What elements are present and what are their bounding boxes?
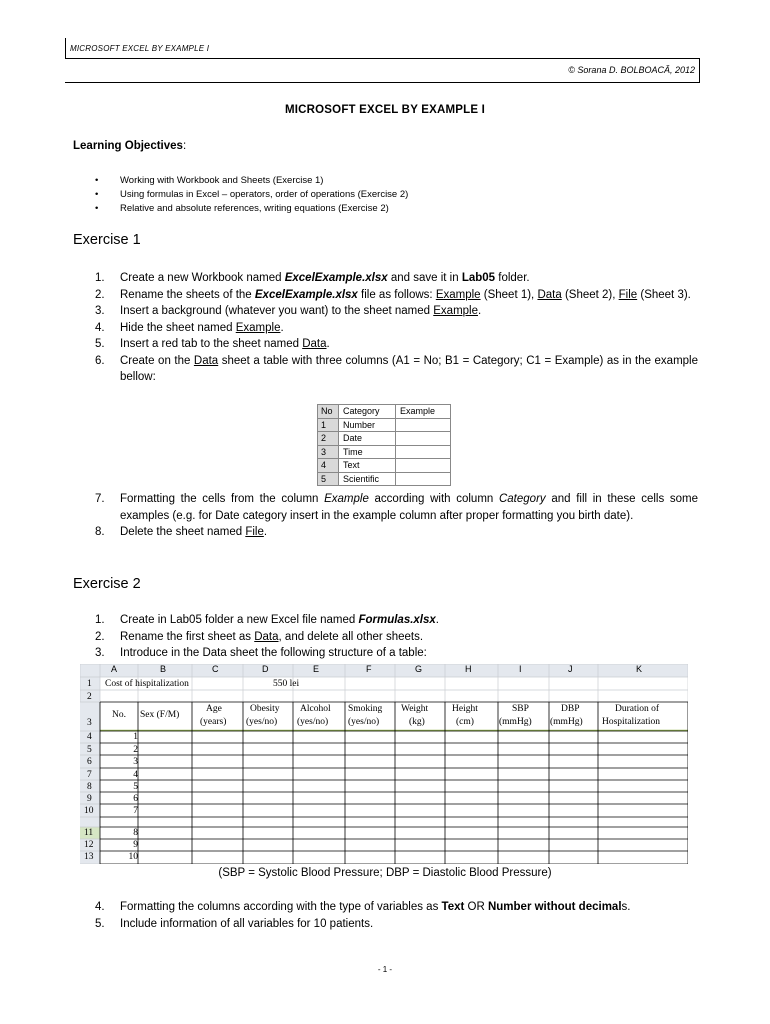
exercise-1-step-2 [95,287,698,304]
step-text: Create in Lab05 folder a new Excel file named [120,614,359,626]
step-number: 7. [95,493,105,505]
exercise-2-title: Exercise 2 [73,576,141,592]
patient-number-cell: 1 [133,732,138,742]
variable-type: Number without decimal [487,901,622,913]
learning-objectives-list [95,174,408,216]
table-cell: 4 [318,459,339,473]
table-cell: 1 [318,418,339,432]
patient-number-cell: 4 [133,770,138,780]
header-author: © Sorana D. BOLBOACĂ, 2012 [568,65,695,75]
table-header-cell: No [318,405,339,419]
column-letter: E [313,664,320,674]
header-cell-obesity-unit: (yes/no) [246,717,278,727]
category-table [317,404,451,486]
sheet-name: File [245,526,264,538]
table-cell: Date [339,432,396,446]
column-letter: H [465,664,472,674]
step-text: and save it in [387,272,462,284]
step-number: 1. [95,272,105,284]
table-header-row [318,405,451,419]
header-cell-dbp-unit: (mmHg) [550,717,583,727]
learning-objectives-colon: : [182,140,187,152]
step-text: and fill in these cells some examples (e.g. for Date category insert in the example column after proper formatting you birth date). [120,493,699,522]
column-letter: C [212,664,219,674]
patient-number-cell: 3 [133,757,138,767]
step-text: sheet a table with three columns (A1 = No; B1 = Category; C1 = Example) as in the example bellow: [120,354,698,383]
step-text: s. [621,901,631,913]
column-letter: F [366,664,372,674]
step-text: . [326,338,330,350]
header-cell-weight: Weight [401,704,429,714]
objective-item: • Relative and absolute references, writing equations (Exercise 2) [95,202,408,216]
table-row [318,432,451,446]
step-number: 4. [95,321,105,334]
table-row [318,418,451,432]
exercise-2-step-4 [95,899,698,916]
row-number: 7 [87,770,92,780]
spreadsheet-caption: (SBP = Systolic Blood Pressure; DBP = Diastolic Blood Pressure) [218,867,552,879]
patient-number-cell: 2 [133,745,138,755]
exercise-1-step-4 [95,320,698,337]
step-number: 3. [95,647,105,659]
table-cell: 3 [318,445,339,459]
step-number: 1. [95,614,105,626]
sheet-name: File [618,288,638,301]
header-cell-sbp: SBP [512,704,529,714]
header-cell-age-unit: (years) [200,717,227,727]
row-number: 12 [84,840,94,850]
header-running-title: MICROSOFT EXCEL BY EXAMPLE I [70,44,210,53]
sheet-name: Data [193,354,219,367]
table-cell [396,432,451,446]
step-number: 3. [95,305,105,317]
column-letter: K [636,664,643,674]
table-cell: Scientific [339,472,396,486]
exercise-1-steps-b [95,491,698,541]
patient-number-cell: 6 [133,794,138,804]
header-cell-alcohol-unit: (yes/no) [297,717,329,727]
document-title: MICROSOFT EXCEL BY EXAMPLE I [284,104,486,116]
page-number: - 1 - [377,965,393,974]
header-cell-dbp: DBP [561,704,580,714]
exercise-2-step-5 [95,916,698,933]
step-text: . [263,526,268,538]
header-running-title-box [65,38,700,59]
row-number: 1 [87,679,92,689]
step-text: Insert a red tab to the sheet named [120,338,303,350]
header-cell-sbp-unit: (mmHg) [499,717,532,727]
row-number: 6 [87,757,92,767]
page-header [65,38,699,82]
exercise-1-step-8 [95,524,698,541]
patient-number-cell: 10 [128,852,138,862]
column-letter: A [111,664,118,674]
table-row [318,459,451,473]
patient-number-cell: 7 [133,806,138,816]
patient-number-cell: 5 [133,782,138,792]
table-cell [396,472,451,486]
column-letter: D [262,664,269,674]
step-text: Hide the sheet named [120,321,236,334]
exercise-2-step-3 [95,645,698,662]
step-text: Delete the sheet named [120,526,246,538]
exercise-1-steps-a [95,270,698,386]
step-text: . [478,305,482,317]
table-row [318,445,451,459]
column-letter: I [519,664,522,674]
table-header-cell: Category [339,405,396,419]
header-cell-no: No. [112,710,126,720]
file-name: ExcelExample.xlsx [254,288,358,301]
row-number: 11 [84,828,94,838]
header-cell-height-unit: (cm) [456,717,474,727]
step-text: OR [464,901,488,913]
header-cell-sex: Sex (F/M) [140,710,180,720]
sheet-name: Example [433,305,478,317]
step-number: 6. [95,354,105,367]
table-cell [396,445,451,459]
row-number: 3 [87,718,92,728]
exercise-1-step-3 [95,303,698,320]
header-cell-height: Height [452,704,478,714]
step-number: 2. [95,630,105,643]
spreadsheet-screenshot [80,664,688,864]
patient-number-cell: 8 [133,828,138,838]
step-number: 2. [95,288,105,301]
step-text: according with column [368,493,499,505]
row-number: 5 [87,745,92,755]
step-text: Rename the first sheet as [120,630,255,643]
step-text: . [435,614,439,626]
table-cell: Time [339,445,396,459]
sheet-name: Example [235,321,281,334]
table-cell: Text [339,459,396,473]
header-cell-weight-unit: (kg) [409,717,425,727]
header-cell-smoking-unit: (yes/no) [348,717,380,727]
column-name: Category [498,493,546,505]
column-letter: G [415,664,423,674]
patient-number-cell: 9 [133,840,138,850]
step-text: Formatting the cells from the column [120,493,325,505]
file-name: Formulas.xlsx [358,614,436,626]
header-cell-alcohol: Alcohol [300,704,331,714]
exercise-1-step-5 [95,336,698,353]
column-letter: B [160,664,167,674]
variable-type: Text [441,901,465,913]
step-text: (Sheet 3). [637,288,691,301]
header-author-box [65,58,700,83]
column-name: Example [324,493,369,505]
sheet-name: Data [302,338,327,350]
row-number: 13 [84,852,94,862]
row-number: 9 [87,794,92,804]
table-header-cell: Example [396,405,451,419]
step-text: , and delete all other sheets. [278,630,424,643]
step-number: 5. [95,338,105,350]
step-text: (Sheet 1), [480,288,538,301]
row-number: 4 [87,732,92,742]
row-number: 2 [87,692,92,702]
sheet-name: Data [254,630,279,643]
step-number: 4. [95,901,105,913]
exercise-1-step-7 [95,491,698,524]
table-row [318,472,451,486]
header-cell-duration-unit: Hospitalization [602,717,661,727]
cost-label-cell: Cost of hispitalization [105,679,189,689]
header-cell-obesity: Obesity [250,704,280,714]
learning-objectives-label: Learning Objectives [73,140,183,152]
spreadsheet-grid [80,664,688,864]
row-number: 10 [84,806,94,816]
exercise-1-step-1 [95,270,698,287]
table-cell: 2 [318,432,339,446]
cost-value-cell: 550 lei [273,679,300,689]
learning-objectives-heading [73,140,186,152]
objective-item: • Using formulas in Excel – operators, order of operations (Exercise 2) [95,188,408,202]
folder-name: Lab05 [461,272,496,284]
objective-item: • Working with Workbook and Sheets (Exercise 1) [95,174,408,188]
header-cell-age: Age [206,704,222,714]
step-text: file as follows: [357,288,436,301]
step-text: Introduce in the Data sheet the following structure of a table: [120,647,427,659]
exercise-2-steps-a [95,612,698,662]
table-cell [396,418,451,432]
step-text: Include information of all variables for 10 patients. [120,917,374,930]
step-text: folder. [495,272,530,284]
exercise-2-steps-b [95,899,698,932]
exercise-2-step-1 [95,612,698,629]
row-number: 8 [87,782,92,792]
sheet-name: Example [435,288,481,301]
step-text: Formatting the columns according with the type of variables as [120,901,442,913]
table-cell: Number [339,418,396,432]
table-cell [396,459,451,473]
step-text: Rename the sheets of the [120,288,255,301]
step-text: Create a new Workbook named [120,272,285,284]
step-text: (Sheet 2), [561,288,619,301]
header-cell-duration: Duration of [615,704,660,714]
exercise-1-step-6 [95,353,698,386]
exercise-1-title: Exercise 1 [73,232,141,248]
sheet-name: Data [537,288,562,301]
file-name: ExcelExample.xlsx [284,272,388,284]
step-number: 8. [95,526,105,538]
step-text: Create on the [120,354,194,367]
header-cell-smoking: Smoking [348,704,383,714]
column-letter: J [568,664,573,674]
step-text: . [280,321,284,334]
step-text: Insert a background (whatever you want) to the sheet named [120,305,434,317]
table-cell: 5 [318,472,339,486]
exercise-2-step-2 [95,629,698,646]
step-number: 5. [95,917,105,930]
